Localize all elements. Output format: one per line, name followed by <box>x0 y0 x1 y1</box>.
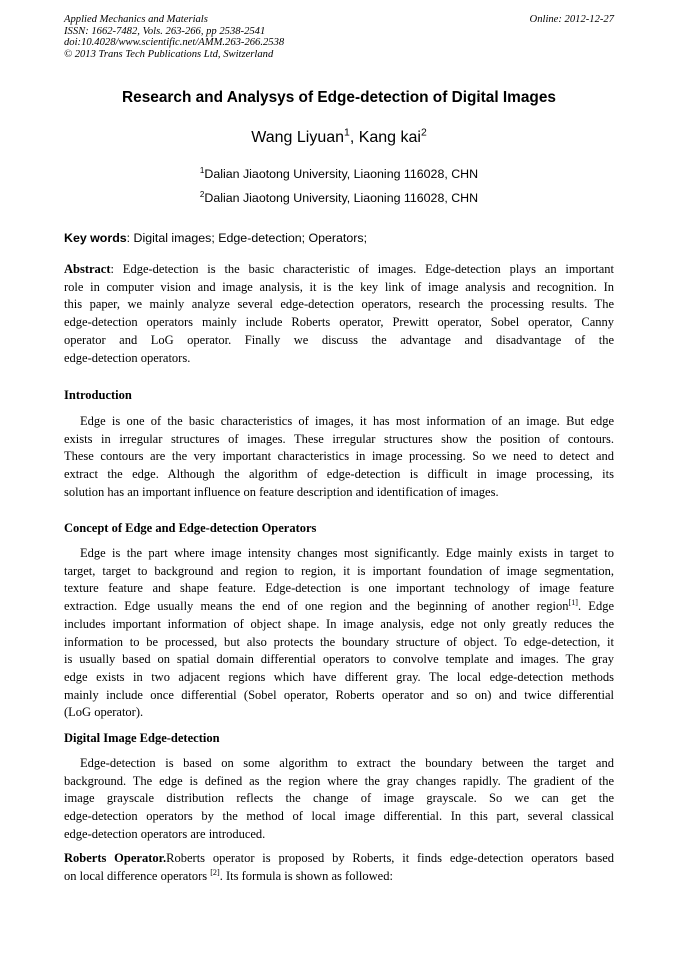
text-line <box>64 431 614 449</box>
text-line <box>64 448 614 466</box>
text-run: background. The edge is defined as the region where the gray changes rapidly. The gradient of the <box>64 773 614 788</box>
affiliation-text: Dalian Jiaotong University, Liaoning 116028, CHN <box>204 167 479 181</box>
affiliation-sup: 2 <box>199 189 205 199</box>
text-line <box>64 314 614 332</box>
journal-header <box>64 14 284 60</box>
text-line <box>64 332 614 350</box>
affiliation-sup: 1 <box>199 165 205 175</box>
author-name: Wang Liyuan <box>251 129 345 146</box>
text-run: edge exists in two adjacent regions which have different gray. The local edge-detection methods <box>64 669 614 684</box>
text-line <box>64 545 614 563</box>
author-sup: 2 <box>420 127 427 139</box>
abstract <box>64 261 614 367</box>
text-run: is usually based on spatial domain differential operators to convolve template and images. The gray <box>64 652 614 667</box>
text-line <box>64 755 614 773</box>
text-run: : Edge-detection is the basic characteristic of images. Edge-detection plays an important <box>110 262 614 276</box>
text-run: extract the edge. Although the algorithm of edge-detection is difficult in image processing, its <box>64 467 614 482</box>
header-line: © 2013 Trans Tech Publications Ltd, Switzerland <box>64 48 274 60</box>
authors <box>0 129 678 147</box>
text-run: image grayscale distribution reflects the change of image grayscale. So we can get the <box>64 791 614 806</box>
text-line <box>64 868 614 886</box>
citation: [1] <box>568 597 578 607</box>
text-run: edge-detection operators are introduced. <box>64 826 266 841</box>
text-run: Edge is the part where image intensity changes most significantly. Edge mainly exists in target to <box>80 546 614 560</box>
text-line <box>64 279 614 297</box>
text-run: solution has an important influence on feature description and identification of images. <box>64 484 499 499</box>
text-line <box>64 484 614 502</box>
keywords <box>64 231 367 245</box>
text-run: . Edge <box>577 599 614 614</box>
keywords-text: : Digital images; Edge-detection; Operators; <box>126 231 368 245</box>
text-run: target, target to background and region to region, it is important foundation of image segmentation, <box>64 563 614 578</box>
text-run: Edge-detection is based on some algorithm to extract the boundary between the target and <box>80 756 614 770</box>
text-line <box>64 669 614 687</box>
text-run: extraction. Edge usually means the end of one region and the beginning of another region <box>64 599 569 614</box>
text-run: operator and LoG operator. Finally we discuss the advantage and disadvantage of the <box>64 332 614 347</box>
text-run: texture feature and shape feature. Edge-detection is one important technology of image feature <box>64 581 614 596</box>
bold-label: Abstract <box>64 262 111 276</box>
section-heading: Concept of Edge and Edge-detection Operators <box>64 521 317 535</box>
text-run: information to be processed, but also protects the boundary structure of object. To edge-detection, it <box>64 634 614 649</box>
digital-edge-paragraph <box>64 755 614 844</box>
text-run: Roberts operator is proposed by Roberts, it finds edge-detection operators based <box>166 851 614 865</box>
affiliation-text: Dalian Jiaotong University, Liaoning 116028, CHN <box>204 191 479 205</box>
affiliation <box>0 191 678 205</box>
text-line <box>64 850 614 868</box>
text-run: edge-detection operators mainly include Roberts operator, Prewitt operator, Sobel operator, Canny <box>64 315 614 330</box>
concept-paragraph <box>64 545 614 722</box>
roberts-paragraph <box>64 850 614 885</box>
text-run: role in computer vision and image analysis, it is the key link of image analysis and recognition. In <box>64 279 614 294</box>
bold-label: Roberts Operator. <box>64 851 167 865</box>
online-date: Online: 2012-12-27 <box>529 14 614 25</box>
section-heading: Digital Image Edge-detection <box>64 731 220 745</box>
text-line <box>64 790 614 808</box>
text-line <box>64 616 614 634</box>
text-run: this paper, we mainly analyze several edge-detection operators, research the processing results. The <box>64 297 614 312</box>
text-line <box>64 350 614 368</box>
text-line <box>64 413 614 431</box>
keywords-label: Key words <box>64 231 127 245</box>
introduction-paragraph <box>64 413 614 502</box>
text-line <box>64 651 614 669</box>
text-run: . Its formula is shown as followed: <box>219 868 393 883</box>
text-run: edge-detection operators. <box>64 350 191 365</box>
header-line: Applied Mechanics and Materials <box>64 14 208 25</box>
text-run: includes important information of object shape. In image analysis, edge not only greatly reduces the <box>64 616 614 631</box>
header-line: doi:10.4028/www.scientific.net/AMM.263-266.2538 <box>64 37 285 49</box>
text-line <box>64 687 614 705</box>
text-line <box>64 563 614 581</box>
text-line <box>64 466 614 484</box>
text-line <box>64 261 614 279</box>
text-run: edge-detection operators by the method of local image differential. In this part, several classical <box>64 809 614 824</box>
affiliation <box>0 167 678 181</box>
text-line <box>64 634 614 652</box>
text-line <box>64 580 614 598</box>
author-name: Kang kai <box>358 129 421 146</box>
text-run: (LoG operator). <box>64 705 144 720</box>
paper-title: Research and Analysys of Edge-detection of Digital Images <box>122 89 556 106</box>
text-run: Edge is one of the basic characteristics of images, it has most information of an image. But edge <box>80 414 614 428</box>
text-line <box>64 808 614 826</box>
text-line <box>64 704 614 722</box>
text-run: These contours are the very important characteristics in image processing. So we need to detect and <box>64 449 614 464</box>
text-line <box>64 773 614 791</box>
header-line: ISSN: 1662-7482, Vols. 263-266, pp 2538-2541 <box>64 25 266 37</box>
citation: [2] <box>210 867 220 877</box>
text-line <box>64 296 614 314</box>
author-sup: 1 <box>344 127 350 139</box>
author-separator: , <box>349 129 359 146</box>
text-run: mainly include once differential (Sobel operator, Roberts operator and so on) and twice differential <box>64 687 614 702</box>
text-run: exists in irregular structures of images. These irregular structures show the position of contours. <box>64 431 614 446</box>
section-heading: Introduction <box>64 388 132 402</box>
text-line <box>64 826 614 844</box>
text-run: on local difference operators <box>64 868 211 883</box>
text-line <box>64 598 614 616</box>
